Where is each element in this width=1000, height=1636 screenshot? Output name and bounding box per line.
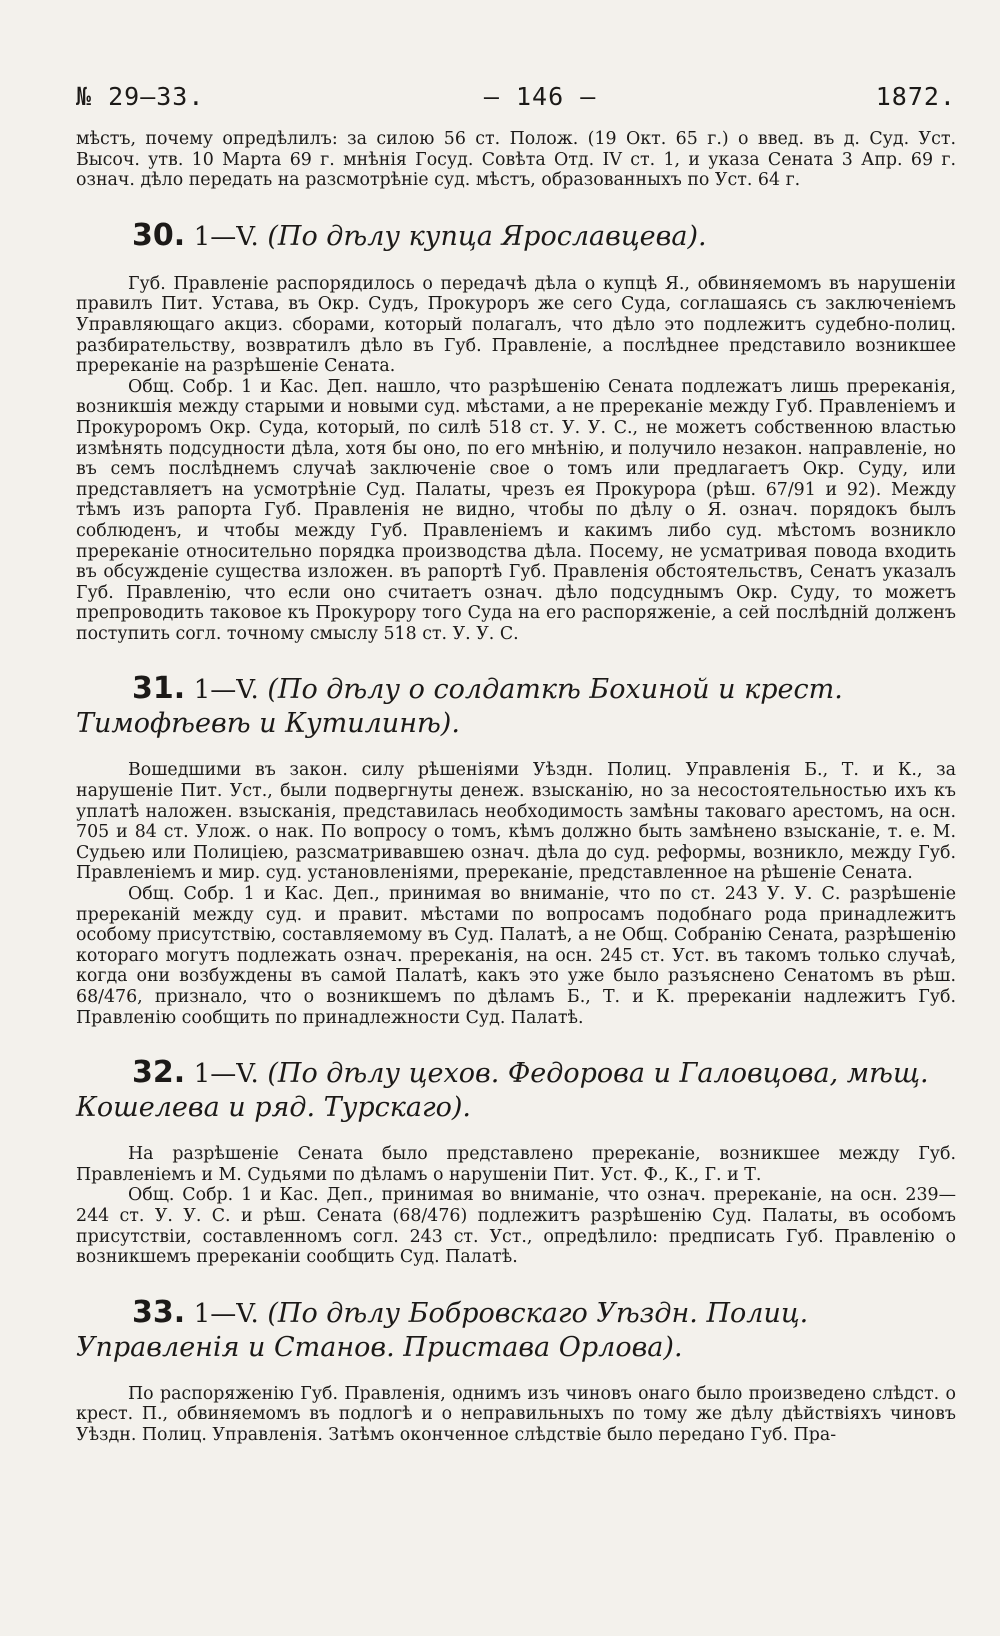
page-number: — 146 — [483,82,597,111]
entry-heading [76,672,956,740]
paragraph: Общ. Собр. 1 и Кас. Деп. нашло, что разрѣшенію Сената подлежатъ лишь пререканія, возникшія между старыми и новыми суд. мѣстами, а не пререканіе между Губ. Правленіемъ и Прокуроромъ Окр. Суда, который, по силѣ 518 ст. У. У. С., не можетъ собственною властью измѣнять подсудности дѣла, хотя бы оно, по его мнѣнію, и получило незакон. направленіе, но въ семъ послѣднемъ случаѣ заключеніе свое о томъ или предлагаетъ Окр. Суду, или представляетъ на усмотрѣніе Суд. Палаты, чрезъ ея Прокурора (рѣш. 67/91 и 92). Между тѣмъ изъ рапорта Губ. Правленія не видно, чтобы по дѣлу о Я. означ. порядокъ былъ соблюденъ, и чтобы между Губ. Правленіемъ и какимъ либо суд. мѣстомъ возникло пререканіе относительно порядка производства дѣла. Посему, не усматривая повода входить въ обсужденіе существа изложен. въ рапортѣ Губ. Правленія обстоятельствъ, Сенатъ указалъ Губ. Правленію, что если оно считаетъ означ. дѣло подсуднымъ Окр. Суду, то можетъ препроводить таковое къ Прокурору того Суда на его распоряженіе, а сей послѣдній долженъ поступить согл. точному смыслу 518 ст. У. У. С. [76,376,956,644]
entry-range: № 29—33. [76,82,205,111]
paragraph: Вошедшими въ закон. силу рѣшеніями Уѣздн. Полиц. Управленія Б., Т. и К., за нарушеніе Пит. Уст., были подвергнуты денеж. взысканію, но за несостоятельностью ихъ къ уплатѣ наложен. взысканія, представилась необходимость замѣны таковаго арестомъ, на осн. 705 и 84 ст. Улож. о нак. По вопросу о томъ, кѣмъ должно быть замѣнено взысканіе, т. е. М. Судьею или Полиціею, разсматривавшею означ. дѣла до суд. реформы, возникло, между Губ. Правленіемъ и мир. суд. установленіями, пререканіе, представленное на рѣшеніе Сената. [76,760,956,884]
intro-paragraph: мѣстъ, почему опредѣлилъ: за силою 56 ст. Полож. (19 Окт. 65 г.) о введ. въ д. Суд. Уст. Высоч. утв. 10 Марта 69 г. мнѣнія Госуд. Совѣта Отд. IV ст. 1, и указа Сената 3 Апр. 69 г. означ. дѣло передать на разсмотрѣніе суд. мѣстъ, образованныхъ по Уст. 64 г. [76,129,956,191]
entry-heading [76,1056,956,1124]
paragraph: Губ. Правленіе распорядилось о передачѣ дѣла о купцѣ Я., обвиняемомъ въ нарушеніи правилъ Пит. Устава, въ Окр. Судъ, Прокуроръ же сего Суда, соглашаясь съ заключеніемъ Управляющаго акциз. сборами, который полагалъ, что дѣло это подлежитъ судебно-полиц. разбирательству, возвратилъ дѣло въ Губ. Правленіе, а послѣднее представило возникшее пререканіе на разрѣшеніе Сената. [76,273,956,377]
paragraph: Общ. Собр. 1 и Кас. Деп., принимая во вниманіе, что означ. пререканіе, на осн. 239—244 ст. У. У. С. и рѣш. Сената (68/476) подлежитъ разрѣшенію Суд. Палаты, въ особомъ присутствіи, составленномъ согл. 243 ст. Уст., опредѣлило: предписать Губ. Правленію о возникшемъ пререканіи сообщить Суд. Палатѣ. [76,1185,956,1268]
entry-code: 1—V. [193,1059,259,1090]
entry-title: (По дѣлу купца Ярославцева). [267,220,707,252]
entry-number: 32. [132,1055,186,1091]
paragraph: По распоряженію Губ. Правленія, однимъ изъ чиновъ онаго было произведено слѣдст. о крест. П., обвиняемомъ въ подлогѣ и о неправильныхъ по тому же дѣлу дѣйствіяхъ чиновъ Уѣздн. Полиц. Управленія. Затѣмъ оконченное слѣдствіе было передано Губ. Пра- [76,1383,956,1445]
entry-heading [76,219,956,254]
entry-title: (По дѣлу цехов. Федорова и Галовцова, мѣщ. Кошелева и ряд. Турскаго). [76,1058,929,1124]
year: 1872. [875,82,956,111]
entry-title: (По дѣлу Бобровскаго Уѣздн. Полиц. Управленія и Станов. Пристава Орлова). [76,1297,809,1363]
running-header [76,82,956,111]
paragraph: На разрѣшеніе Сената было представлено пререканіе, возникшее между Губ. Правленіемъ и М. Судьями по дѣламъ о нарушеніи Пит. Уст. Ф., К., Г. и Т. [76,1144,956,1185]
entry-code: 1—V. [193,675,259,706]
entry-32 [76,1056,956,1268]
entry-number: 33. [132,1294,186,1330]
entry-code: 1—V. [193,221,259,252]
entry-30 [76,219,956,645]
entry-33 [76,1296,956,1446]
entry-code: 1—V. [193,1298,259,1329]
entry-title: (По дѣлу о солдаткѣ Бохиной и крест. Тимофѣевѣ и Кутилинѣ). [76,674,843,740]
entry-number: 30. [132,217,186,253]
entry-31 [76,672,956,1028]
entry-heading [76,1296,956,1364]
entry-number: 31. [132,671,186,707]
paragraph: Общ. Собр. 1 и Кас. Деп., принимая во вниманіе, что по ст. 243 У. У. С. разрѣшеніе пререканій между суд. и правит. мѣстами по вопросамъ подобнаго рода принадлежитъ особому присутствію, составляемому въ Суд. Палатѣ, а не Общ. Собранію Сената, разрѣшенію котораго могутъ подлежать означ. пререканія, на осн. 245 ст. Уст. въ такомъ только случаѣ, когда они возбуждены въ самой Палатѣ, какъ это уже было разъяснено Сенатомъ въ рѣш. 68/476, признало, что о возникшемъ по дѣламъ Б., Т. и К. пререканіи надлежитъ Губ. Правленію сообщить по принадлежности Суд. Палатѣ. [76,884,956,1028]
